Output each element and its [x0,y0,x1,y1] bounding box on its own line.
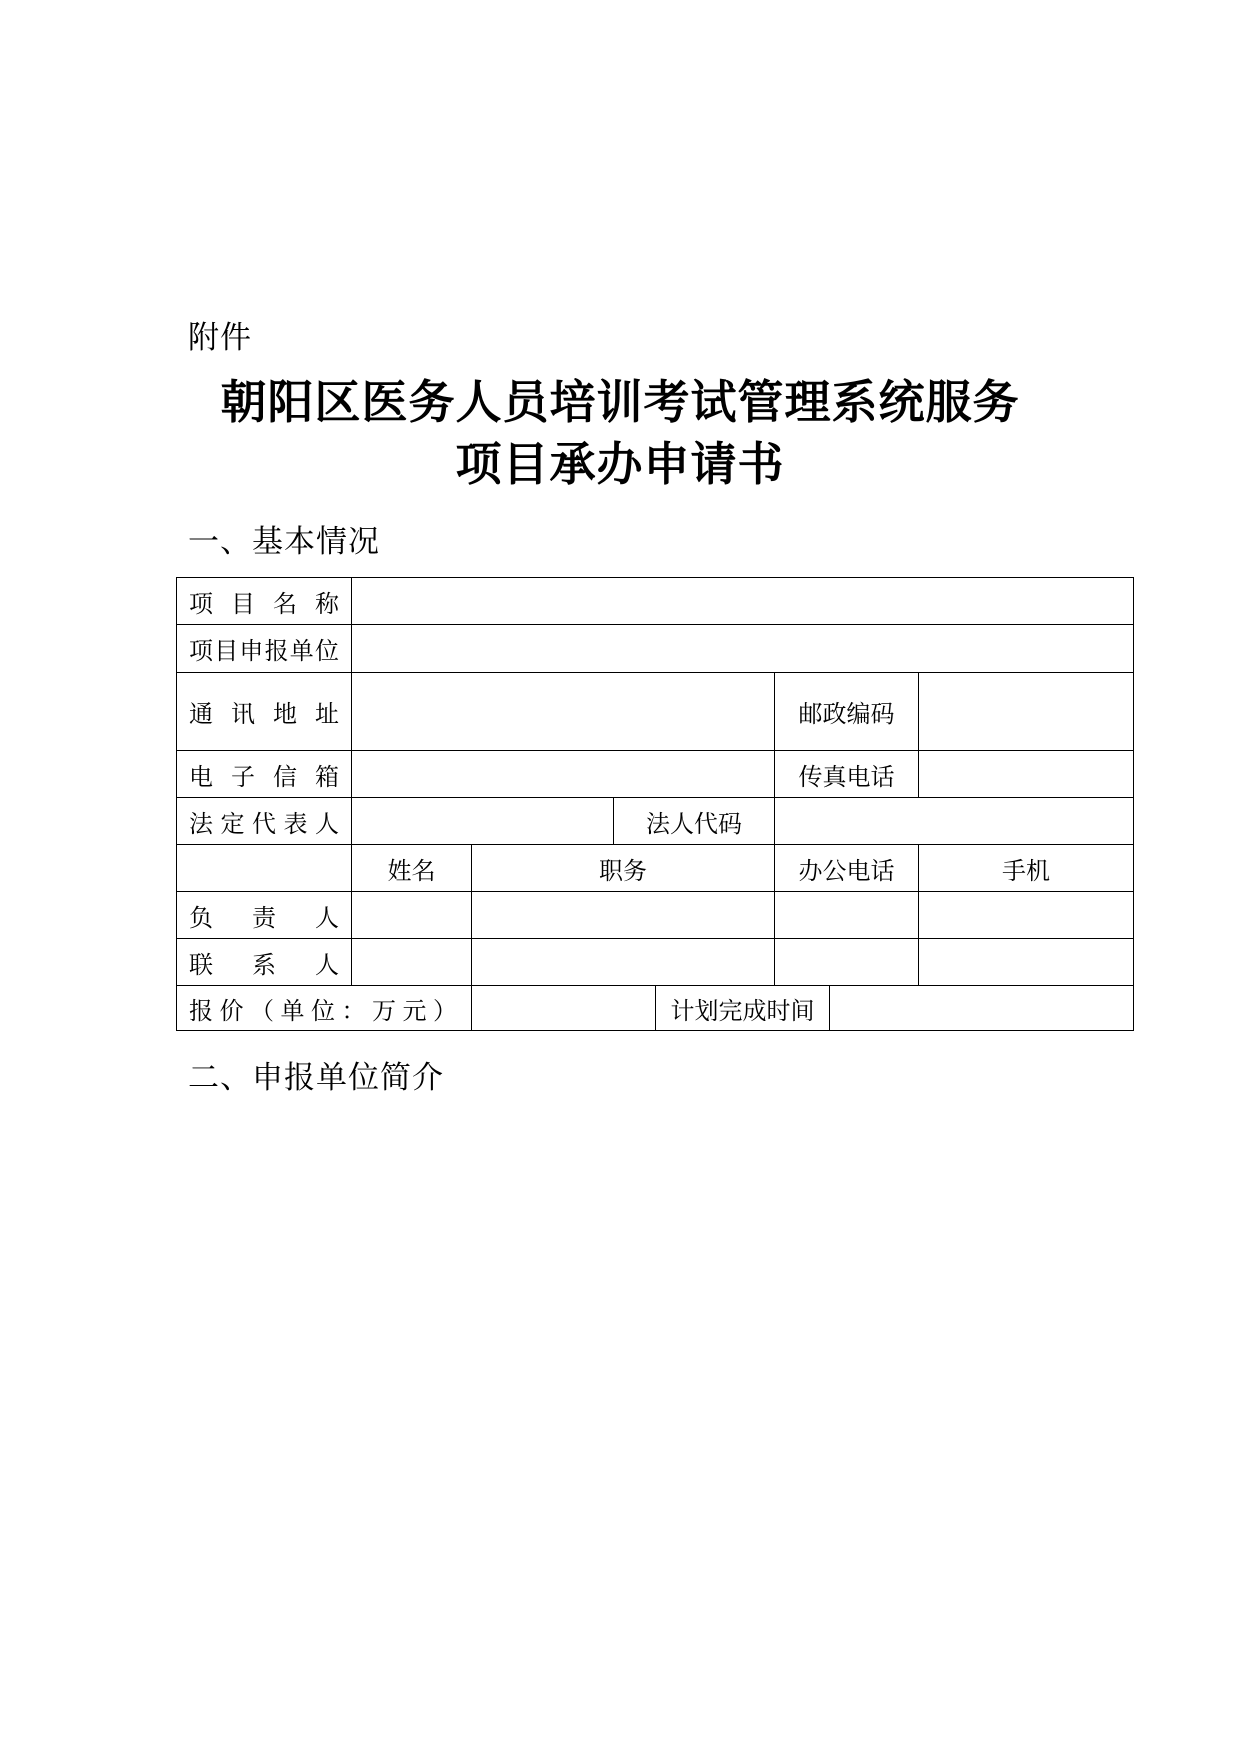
applicant-unit-field[interactable] [351,624,1134,673]
fax-field[interactable] [918,750,1134,798]
responsible-mobile-field[interactable] [918,891,1134,939]
header-office-phone: 办公电话 [774,844,919,892]
contact-position-field[interactable] [471,938,775,986]
header-position: 职务 [471,844,775,892]
address-field[interactable] [351,672,775,751]
basic-info-table [176,577,1134,1031]
legal-code-field[interactable] [774,797,1134,845]
attachment-label: 附件 [188,320,252,356]
project-name-label: 项 目 名 称 [176,577,352,625]
contact-name-field[interactable] [351,938,472,986]
section-heading-unit-intro: 二、申报单位简介 [188,1060,444,1096]
legal-representative-field[interactable] [351,797,614,845]
project-name-field[interactable] [351,577,1134,625]
header-mobile: 手机 [918,844,1134,892]
postcode-field[interactable] [918,672,1134,751]
email-label: 电 子 信 箱 [176,750,352,798]
email-field[interactable] [351,750,775,798]
legal-representative-label: 法定代表人 [176,797,352,845]
contact-person-label: 联 系 人 [176,938,352,986]
postcode-label: 邮政编码 [774,672,919,751]
document-title-line-1: 朝阳区医务人员培训考试管理系统服务 [220,375,1020,429]
responsible-position-field[interactable] [471,891,775,939]
responsible-name-field[interactable] [351,891,472,939]
quote-label: 报价（单位：万元） [176,985,472,1031]
contact-mobile-field[interactable] [918,938,1134,986]
document-title-line-2: 项目承办申请书 [455,437,785,491]
responsible-person-label: 负 责 人 [176,891,352,939]
header-name: 姓名 [351,844,472,892]
legal-code-label: 法人代码 [613,797,775,845]
applicant-unit-label: 项目申报单位 [176,624,352,673]
contact-office-phone-field[interactable] [774,938,919,986]
address-label: 通 讯 地 址 [176,672,352,751]
section-heading-basic-info: 一、基本情况 [188,524,380,560]
quote-field[interactable] [471,985,656,1031]
fax-label: 传真电话 [774,750,919,798]
plan-completion-time-field[interactable] [829,985,1134,1031]
contact-header-blank [176,844,352,892]
responsible-office-phone-field[interactable] [774,891,919,939]
plan-completion-time-label: 计划完成时间 [655,985,830,1031]
